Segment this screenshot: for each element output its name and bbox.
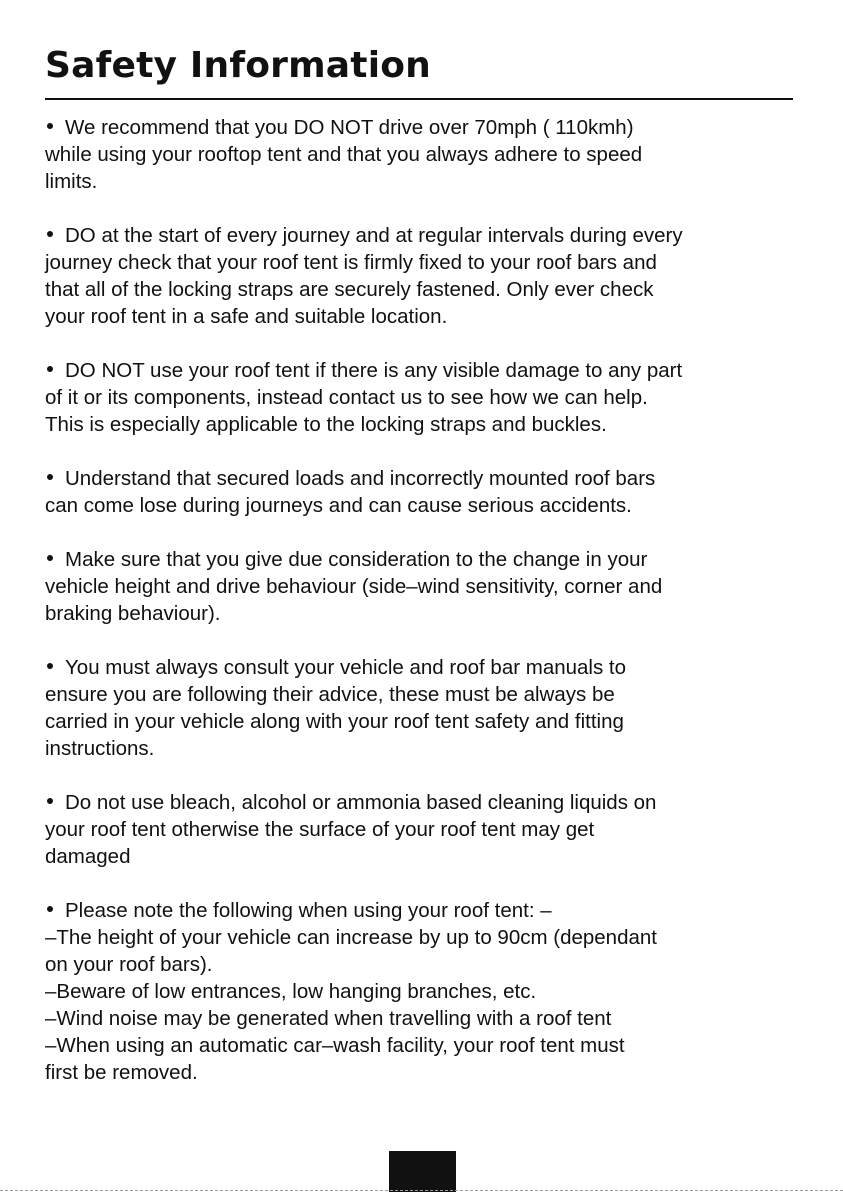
bullet-dot-icon (47, 366, 53, 372)
page-number-tab (389, 1151, 456, 1192)
safety-item-text: Do not use bleach, alcohol or ammonia based cleaning liquids on your roof tent otherwise the surface of your roof tent may get damaged (45, 791, 657, 868)
title-divider (45, 98, 793, 100)
bullet-dot-icon (47, 798, 53, 804)
safety-item (45, 465, 797, 519)
bullet-dot-icon (47, 123, 53, 129)
safety-item (45, 654, 797, 762)
safety-item-text: You must always consult your vehicle and roof bar manuals to ensure you are following their advice, these must be always be carried in your vehicle along with your roof tent safety and fitting instructions. (45, 656, 627, 760)
page-title: Safety Information (45, 45, 431, 86)
safety-item (45, 789, 797, 870)
safety-item (45, 897, 797, 1086)
page-bottom-border (0, 1190, 843, 1191)
safety-item (45, 357, 797, 438)
bullet-dot-icon (47, 663, 53, 669)
safety-item-text: Understand that secured loads and incorrectly mounted roof bars can come lose during journeys and can cause serious accidents. (45, 467, 656, 517)
bullet-dot-icon (47, 474, 53, 480)
bullet-dot-icon (47, 231, 53, 237)
safety-item (45, 114, 797, 195)
bullet-dot-icon (47, 906, 53, 912)
safety-item-text: DO NOT use your roof tent if there is any visible damage to any part of it or its components, instead contact us to see how we can help. This is especially applicable to the locking straps and buckles. (45, 359, 683, 436)
safety-item (45, 222, 797, 330)
bullet-dot-icon (47, 555, 53, 561)
safety-item-text: Make sure that you give due consideration to the change in your vehicle height and drive behaviour (side–wind sensitivity, corner and braking behaviour). (45, 548, 663, 625)
safety-item-text: Please note the following when using your roof tent: – –The height of your vehicle can increase by up to 90cm (dependant on your roof bars). –Beware of low entrances, low hanging branches, etc. –Wind noise may be generated when travelling with a roof tent –When using an automatic car–wash facility, your roof tent must first be removed. (45, 899, 657, 1084)
safety-item (45, 546, 797, 627)
safety-item-text: We recommend that you DO NOT drive over 70mph ( 110kmh) while using your rooftop tent and that you always adhere to speed limits. (45, 116, 643, 193)
safety-content (45, 114, 797, 1113)
safety-item-text: DO at the start of every journey and at regular intervals during every journey check that your roof tent is firmly fixed to your roof bars and that all of the locking straps are securely fastened. Only ever check your roof tent in a safe and suitable location. (45, 224, 683, 328)
